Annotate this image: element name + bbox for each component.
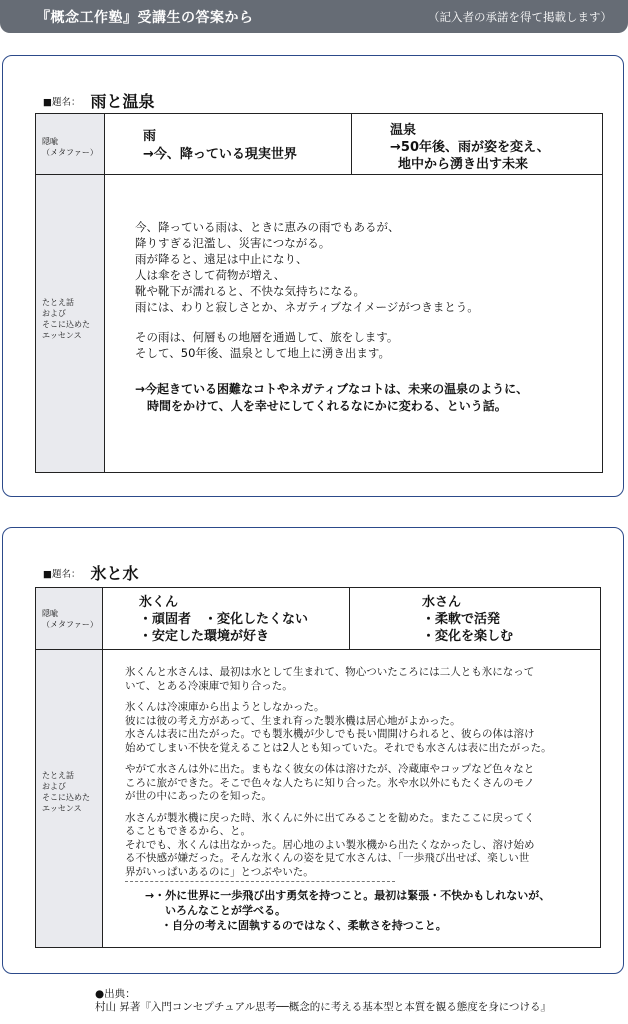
story-label-4: エッセンス [42, 331, 82, 340]
metaphor-label: 隠喩 [42, 609, 58, 618]
story-paragraph: 水さんが製氷機に戻った時、氷くんに外に出てみることを勧めた。またここに戻ってく ることもできるから、と。 それでも、氷くんは出なかった。居心地のよい製氷機から出たくなかったし、溶け始め る不快感が嫌だった。そんな氷くんの姿を見て水さんは、「一歩飛び出せば、楽しい世 界がいっぱいあるのに」とつぶやいた。 [125, 811, 535, 878]
theme-row [43, 89, 155, 112]
story-label-2: および [42, 309, 66, 318]
story-line: 降りすぎる氾濫し、災害につながる。 [135, 236, 331, 250]
story-line: 人は傘をさして荷物が増え、 [135, 268, 286, 282]
source-citation [95, 988, 551, 1014]
metaphor-sublabel: （メタファー） [42, 148, 98, 157]
essence-block [125, 888, 590, 933]
metaphor-right-desc-2: 地中から湧き出す未来 [398, 157, 529, 172]
essence-line-2: 時間をかけて、人を幸せにしてくれるなにかに変わる、という話。 [147, 399, 507, 413]
essence-line-1: →今起きている困難なコトやネガティブなコトは、未来の温泉のように、 [135, 382, 529, 396]
answer-table [35, 113, 603, 473]
metaphor-right-cell [352, 114, 603, 175]
story-line: 靴や靴下が濡れると、不快な気持ちになる。 [135, 284, 365, 298]
essence-block [135, 381, 582, 415]
metaphor-right-cell [350, 588, 601, 650]
metaphor-right-trait-2: ・変化を楽しむ [422, 629, 514, 644]
answer-table [35, 587, 601, 948]
answer-card-rain [2, 55, 624, 497]
story-label-cell [36, 650, 103, 948]
story-label-2: および [42, 782, 66, 791]
metaphor-right-title: 水さん [422, 595, 462, 610]
theme-title: 雨と温泉 [90, 92, 155, 111]
metaphor-left-cell [105, 114, 352, 175]
source-text: 村山 昇著『入門コンセプチュアル思考──概念的に考える基本型と本質を観る態度を身につける』 [95, 1001, 552, 1013]
story-label-1: たとえ話 [42, 298, 74, 307]
story-line: そして、50年後、温泉として地上に湧き出ます。 [135, 346, 390, 360]
story-paragraph: やがて水さんは外に出た。まもなく彼女の体は溶けたが、冷蔵庫やコップなど色々なと ころに旅ができた。そこで色々な人たちに知り合った。氷や水以外にもたくさんのモノ が世の中にあったのを知った。 [125, 763, 535, 802]
story-cell [105, 175, 603, 473]
metaphor-label-cell [36, 588, 103, 650]
source-label: ●出典： [95, 988, 136, 1000]
metaphor-sublabel: （メタファー） [42, 620, 98, 629]
theme-label: ■題名： [43, 568, 81, 580]
metaphor-left-title: 雨 [143, 129, 157, 144]
essence-line-3: ・自分の考えに固執するのではなく、柔軟さを持つこと。 [161, 919, 447, 932]
metaphor-label: 隠喩 [42, 137, 58, 146]
story-line: 今、降っている雨は、ときに恵みの雨でもあるが、 [135, 220, 400, 234]
story-paragraph: 氷くんと水さんは、最初は水として生まれて、物心ついたころには二人とも氷になって いて、とある冷凍庫で知り合った。 [125, 666, 535, 692]
essence-line-1: →・外に世界に一歩飛び出す勇気を持つこと。最初は緊張・不快かもしれないが、 [145, 889, 551, 902]
story-label-cell [36, 175, 105, 473]
metaphor-right-title: 温泉 [390, 123, 417, 138]
theme-title: 氷と水 [90, 564, 139, 583]
story-cell [103, 650, 601, 948]
story-label-1: たとえ話 [42, 771, 74, 780]
metaphor-left-cell [103, 588, 350, 650]
metaphor-right-trait-1: ・柔軟で活発 [422, 612, 501, 627]
metaphor-left-title: 氷くん [139, 595, 179, 610]
story-line: 雨には、わりと寂しさとか、ネガティブなイメージがつきまとう。 [135, 300, 479, 314]
metaphor-right-desc-1: →50年後、雨が姿を変え、 [390, 140, 550, 155]
theme-row [43, 561, 139, 584]
metaphor-left-desc: →今、降っている現実世界 [143, 147, 297, 162]
story-paragraph: 氷くんは冷凍庫から出ようとしなかった。 彼には彼の考え方があって、生まれ育った製氷機は居心地がよかった。 水さんは表に出たがった。でも製氷機が少しでも長い間開けられると、彼らの体は溶け 始めてしまい不快を覚えることは2人とも知っていた。それでも水さんは表に出たがった。 [125, 701, 552, 754]
metaphor-left-trait-2: ・安定した環境が好き [139, 629, 270, 644]
story-line: 雨が降ると、遠足は中止になり、 [135, 252, 308, 266]
divider [125, 881, 395, 882]
essence-line-2: いろんなことが学べる。 [165, 904, 286, 917]
answer-card-ice [2, 527, 624, 974]
page-title: 『概念工作塾』受講生の答案から [36, 10, 254, 26]
header-banner [0, 0, 628, 33]
header-note: （記入者の承諾を得て掲載します） [428, 10, 612, 24]
metaphor-label-cell [36, 114, 105, 175]
story-line: その雨は、何層もの地層を通過して、旅をします。 [135, 330, 399, 344]
story-label-3: そこに込めた [42, 320, 90, 329]
metaphor-left-trait-1: ・頑固者 ・変化したくない [139, 612, 309, 627]
story-label-4: エッセンス [42, 804, 82, 813]
theme-label: ■題名： [43, 96, 81, 108]
story-label-3: そこに込めた [42, 793, 90, 802]
